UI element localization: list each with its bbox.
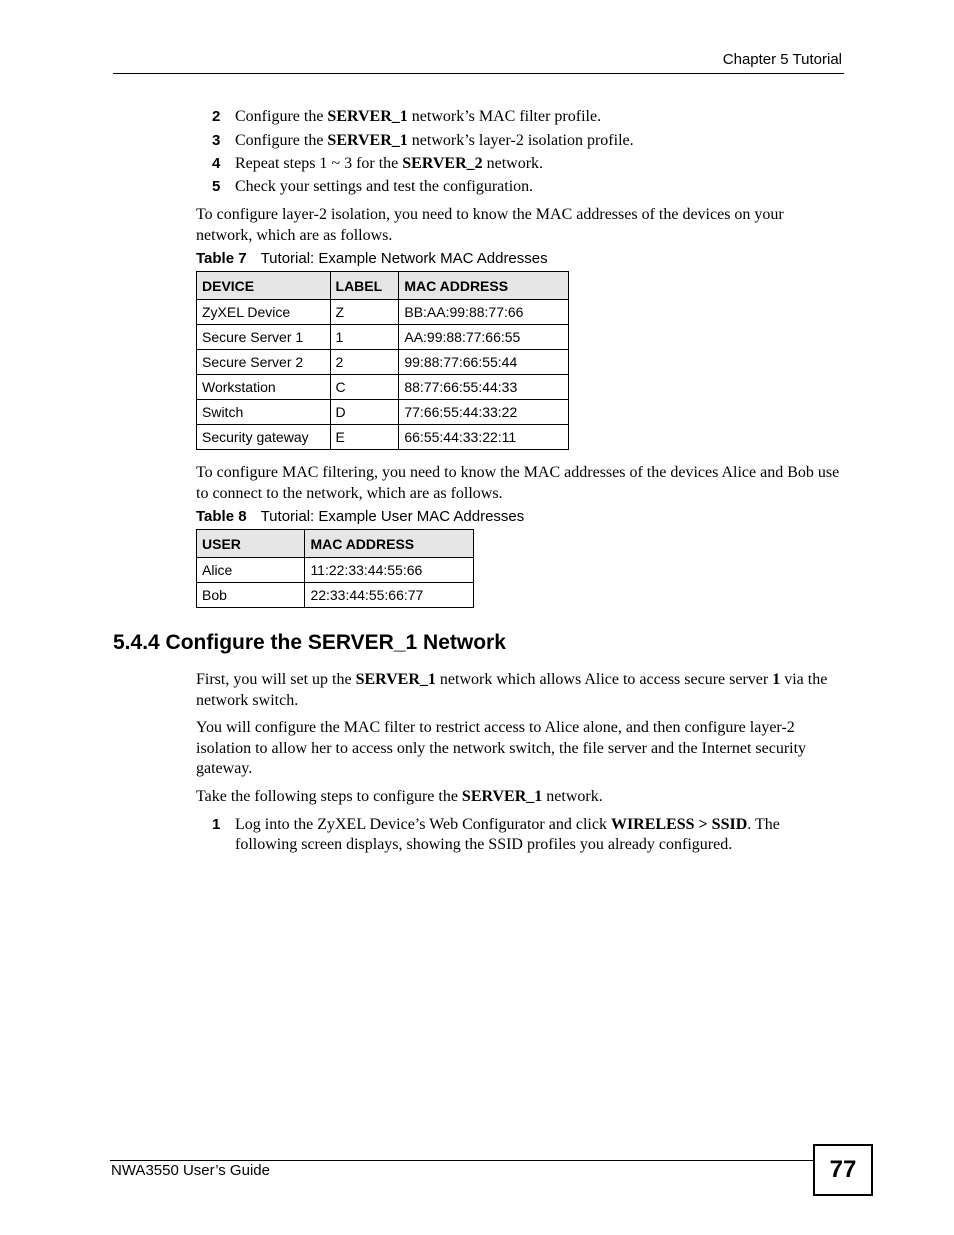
- bold-run: WIRELESS > SSID: [610, 816, 748, 833]
- table-header-cell: LABEL: [330, 272, 399, 300]
- text-run: Repeat steps 1 ~ 3 for the: [235, 155, 403, 172]
- table-cell: Switch: [197, 400, 331, 425]
- bold-run: SERVER_1: [327, 108, 408, 125]
- table-header-cell: DEVICE: [197, 272, 331, 300]
- step-text: [235, 131, 845, 151]
- table-header-row: [197, 272, 569, 300]
- table-cell: Bob: [197, 583, 305, 608]
- bold-run: SERVER_1: [461, 788, 543, 805]
- table-cell: AA:99:88:77:66:55: [399, 325, 569, 350]
- table-row: [197, 325, 569, 350]
- body-paragraph-2: You will configure the MAC filter to restrict access to Alice alone, and then configure layer-2 isolation to allow her to access only the network switch, the file server and the Internet security gateway.: [196, 719, 807, 777]
- table-row: [197, 375, 569, 400]
- table-7-label: Table 7: [196, 250, 247, 267]
- text-run: network which allows Alice to access secure server: [435, 671, 773, 688]
- table-row: [197, 400, 569, 425]
- section-heading: 5.4.4 Configure the SERVER_1 Network: [113, 631, 506, 654]
- header-rule: [113, 73, 844, 74]
- bold-run: SERVER_2: [402, 155, 483, 172]
- text-run: Configure the: [235, 132, 328, 149]
- table-header-cell: MAC ADDRESS: [399, 272, 569, 300]
- table-cell: D: [330, 400, 399, 425]
- table-row: [197, 558, 474, 583]
- table-header-cell: MAC ADDRESS: [305, 530, 474, 558]
- intro-paragraph-2: To configure MAC filtering, you need to know the MAC addresses of the devices Alice and Bob use to connect to the network, which are as follows.: [196, 464, 840, 502]
- text-run: Take the following steps to configure the: [196, 788, 462, 805]
- table-8-label: Table 8: [196, 508, 247, 525]
- step-text: [235, 107, 845, 127]
- table-cell: 11:22:33:44:55:66: [305, 558, 474, 583]
- step-text: [235, 154, 845, 174]
- text-run: network’s layer-2 isolation profile.: [407, 132, 634, 149]
- table-8-title: Tutorial: Example User MAC Addresses: [260, 508, 525, 525]
- step-number: 3: [212, 132, 221, 149]
- footer-guide-title: NWA3550 User’s Guide: [111, 1162, 270, 1179]
- bold-run: SERVER_1: [327, 132, 408, 149]
- page-number: 77: [813, 1144, 873, 1196]
- table-cell: Workstation: [197, 375, 331, 400]
- text-run: Configure the: [235, 108, 328, 125]
- table-cell: ZyXEL Device: [197, 300, 331, 325]
- table-cell: Secure Server 2: [197, 350, 331, 375]
- step-text: [235, 815, 845, 855]
- table-cell: 88:77:66:55:44:33: [399, 375, 569, 400]
- table-7-caption: [196, 250, 548, 267]
- table-cell: BB:AA:99:88:77:66: [399, 300, 569, 325]
- table-cell: 2: [330, 350, 399, 375]
- body-paragraph-1: [196, 670, 841, 711]
- body-paragraph-3: [196, 787, 841, 808]
- bold-run: 1: [772, 671, 781, 688]
- table-cell: Alice: [197, 558, 305, 583]
- table-cell: E: [330, 425, 399, 450]
- footer-rule: [110, 1160, 813, 1161]
- running-header: Chapter 5 Tutorial: [722, 51, 842, 68]
- text-run: First, you will set up the: [196, 671, 356, 688]
- step-number: 4: [212, 155, 221, 172]
- table-row: [197, 350, 569, 375]
- text-run: Log into the ZyXEL Device’s Web Configurator and click: [235, 816, 611, 833]
- table-header-cell: USER: [197, 530, 305, 558]
- text-run: network.: [542, 788, 603, 805]
- table-header-row: [197, 530, 474, 558]
- text-run: via the network switch.: [196, 671, 828, 709]
- table-cell: Security gateway: [197, 425, 331, 450]
- step-number: 5: [212, 178, 221, 195]
- bold-run: SERVER_1: [355, 671, 436, 688]
- table-row: [197, 425, 569, 450]
- text-run: network’s MAC filter profile.: [407, 108, 602, 125]
- table-cell: 66:55:44:33:22:11: [399, 425, 569, 450]
- table-cell: 22:33:44:55:66:77: [305, 583, 474, 608]
- intro-paragraph-1: To configure layer-2 isolation, you need to know the MAC addresses of the devices on your network, which are as follows.: [196, 206, 784, 244]
- table-row: [197, 583, 474, 608]
- table-cell: C: [330, 375, 399, 400]
- step-number: 2: [212, 108, 221, 125]
- table-8-caption: [196, 508, 524, 525]
- network-mac-table: [196, 271, 569, 450]
- table-cell: 99:88:77:66:55:44: [399, 350, 569, 375]
- text-run: network.: [482, 155, 544, 172]
- table-cell: Z: [330, 300, 399, 325]
- table-cell: 77:66:55:44:33:22: [399, 400, 569, 425]
- table-cell: Secure Server 1: [197, 325, 331, 350]
- step-number: 1: [212, 816, 221, 833]
- text-run: Check your settings and test the configuration.: [235, 178, 534, 195]
- text-run: . The following screen displays, showing the SSID profiles you already configured.: [235, 816, 780, 853]
- step-text: [235, 177, 845, 197]
- table-7-title: Tutorial: Example Network MAC Addresses: [260, 250, 548, 267]
- user-mac-table: [196, 529, 474, 608]
- table-cell: 1: [330, 325, 399, 350]
- table-row: [197, 300, 569, 325]
